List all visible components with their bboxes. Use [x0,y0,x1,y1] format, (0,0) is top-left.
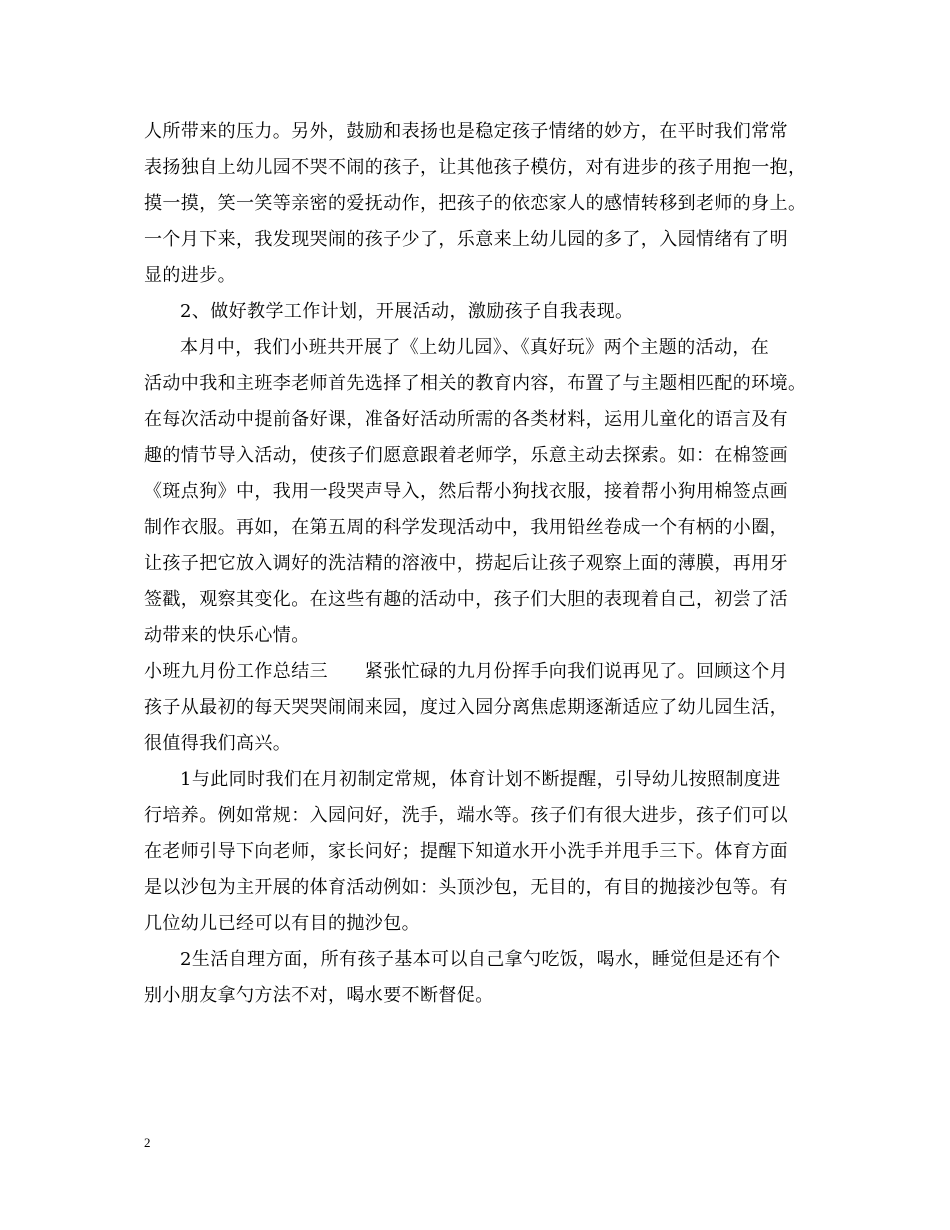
body-text-line: 一个月下来，我发现哭闹的孩子少了，乐意来上幼儿园的多了，入园情绪有了明 [144,229,788,250]
body-text-line: 签戳，观察其变化。在这些有趣的活动中，孩子们大胆的表现着自己，初尝了活 [144,589,788,610]
body-text-line: 2生活自理方面，所有孩子基本可以自己拿勺吃饭，喝水，睡觉但是还有个 [180,949,781,970]
body-text-line: 在老师引导下向老师，家长问好；提醒下知道水开小洗手并甩手三下。体育方面 [144,841,788,862]
body-text-line: 制作衣服。再如，在第五周的科学发现活动中，我用铅丝卷成一个有柄的小圈， [144,517,788,538]
section-heading: 2、做好教学工作计划，开展活动，激励孩子自我表现。 [180,301,634,322]
body-text-line: 活动中我和主班李老师首先选择了相关的教育内容，布置了与主题相匹配的环境。 [144,373,807,394]
body-text-line: 动带来的快乐心情。 [144,625,310,646]
body-text-line: 《斑点狗》中，我用一段哭声导入，然后帮小狗找衣服，接着帮小狗用棉签点画 [144,481,788,502]
body-text-line: 很值得我们高兴。 [144,733,292,754]
body-text-line: 行培养。例如常规：入园问好，洗手，端水等。孩子们有很大进步，孩子们可以 [144,805,788,826]
body-text-line: 人所带来的压力。另外，鼓励和表扬也是稳定孩子情绪的妙方，在平时我们常常 [144,121,788,142]
body-text-line: 显的进步。 [144,265,236,286]
body-text-line: 孩子从最初的每天哭哭闹闹来园，度过入园分离焦虑期逐渐适应了幼儿园生活， [144,697,788,718]
body-text-line: 是以沙包为主开展的体育活动例如：头顶沙包，无目的，有目的抛接沙包等。有 [144,877,788,898]
body-text-line: 本月中，我们小班共开展了《上幼儿园》、《真好玩》两个主题的活动，在 [180,337,770,358]
body-text-line: 表扬独自上幼儿园不哭不闹的孩子，让其他孩子模仿，对有进步的孩子用抱一抱， [144,157,807,178]
body-text-line: 在每次活动中提前备好课，准备好活动所需的各类材料，运用儿童化的语言及有 [144,409,788,430]
body-text-line: 别小朋友拿勺方法不对，喝水要不断督促。 [144,985,494,1006]
page-number: 2 [144,1135,151,1150]
body-text-line: 小班九月份工作总结三 紧张忙碌的九月份挥手向我们说再见了。回顾这个月 [144,661,788,682]
body-text-line: 摸一摸，笑一笑等亲密的爱抚动作，把孩子的依恋家人的感情转移到老师的身上。 [144,193,807,214]
body-text-line: 让孩子把它放入调好的洗洁精的溶液中，捞起后让孩子观察上面的薄膜，再用牙 [144,553,788,574]
body-text-line: 1与此同时我们在月初制定常规，体育计划不断提醒，引导幼儿按照制度进 [180,769,781,790]
body-text-line: 趣的情节导入活动，使孩子们愿意跟着老师学，乐意主动去探索。如：在棉签画 [144,445,788,466]
body-text-line: 几位幼儿已经可以有目的抛沙包。 [144,913,420,934]
